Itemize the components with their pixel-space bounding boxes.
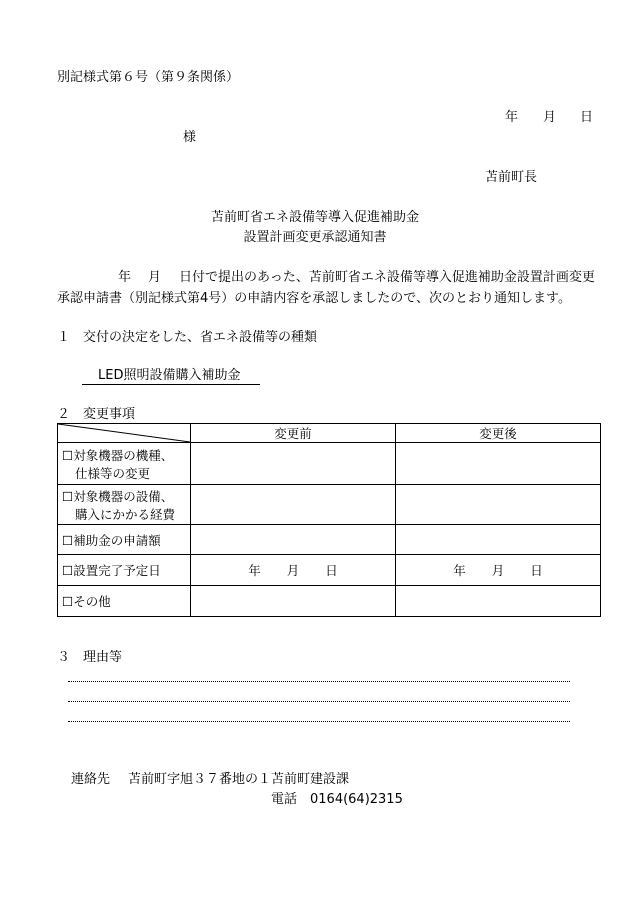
changes-table	[57, 423, 601, 617]
row-label: ☐その他	[58, 586, 191, 617]
body-month: 月	[148, 270, 162, 285]
issuer-name: 苫前町長	[485, 170, 538, 185]
section2-heading: ２ 変更事項	[57, 407, 136, 422]
table-header-row	[58, 424, 601, 443]
after-value-cell[interactable]	[396, 443, 601, 485]
date-day: 日	[530, 563, 543, 578]
date-day-label: 日	[580, 110, 594, 125]
before-value-cell[interactable]	[191, 443, 396, 485]
before-value-cell[interactable]	[191, 525, 396, 555]
date-day: 日	[325, 563, 338, 578]
date-month-label: 月	[543, 110, 557, 125]
document-title: 苫前町省エネ設備等導入促進補助金	[210, 210, 419, 225]
row-label-line1: ☐対象機器の機種、	[62, 447, 174, 463]
after-value-cell[interactable]	[396, 485, 601, 525]
reason-line-1[interactable]	[68, 681, 570, 682]
after-value-cell[interactable]	[396, 586, 601, 617]
reason-line-2[interactable]	[68, 701, 570, 702]
after-value-cell[interactable]	[396, 525, 601, 555]
document-subtitle: 設置計画変更承認通知書	[243, 230, 387, 245]
after-date-cell[interactable]	[396, 555, 601, 586]
before-value-cell[interactable]	[191, 586, 396, 617]
table-row	[58, 555, 601, 586]
column-after: 変更後	[396, 424, 601, 443]
section1-heading: １ 交付の決定をした、省エネ設備等の種類	[57, 330, 318, 345]
table-row	[58, 586, 601, 617]
table-row	[58, 443, 601, 485]
date-year: 年	[248, 563, 261, 578]
date-month: 月	[491, 563, 505, 578]
date-year: 年	[453, 563, 466, 578]
row-label-line2: 購入にかかる経費	[75, 506, 176, 522]
equipment-type-value: LED照明設備購入補助金	[82, 364, 260, 385]
body-text-line1: 日付で提出のあった、苫前町省エネ設備等導入促進補助金設置計画変更	[179, 270, 595, 285]
body-year: 年	[118, 270, 132, 285]
row-label: ☐設置完了予定日	[58, 555, 191, 586]
row-label: ☐補助金の申請額	[58, 525, 191, 555]
reason-line-3[interactable]	[68, 721, 570, 722]
table-row	[58, 525, 601, 555]
addressee-suffix: 様	[183, 130, 197, 145]
contact-phone: 電話 0164(64)2315	[271, 792, 403, 807]
row-label-line2: 仕様等の変更	[75, 465, 151, 481]
body-text-line2: 承認申請書（別記様式第4号）の申請内容を承認しましたので、次のとおり通知します。	[57, 291, 571, 306]
diagonal-header-cell	[58, 424, 191, 443]
column-before: 変更前	[191, 424, 396, 443]
table-row	[58, 485, 601, 525]
date-year-label: 年	[505, 110, 519, 125]
diagonal-line	[58, 424, 190, 442]
before-value-cell[interactable]	[191, 485, 396, 525]
before-date-cell[interactable]	[191, 555, 396, 586]
contact-department: 苫前町建設課	[271, 772, 350, 787]
row-label	[58, 443, 191, 485]
date-month: 月	[286, 563, 300, 578]
section3-heading: ３ 理由等	[57, 650, 123, 665]
contact-address: 苫前町字旭３７番地の１	[128, 772, 272, 787]
form-number: 別記様式第６号（第９条関係）	[57, 70, 240, 85]
row-label	[58, 485, 191, 525]
contact-label: 連絡先	[71, 772, 111, 787]
row-label-line1: ☐対象機器の設備、	[62, 488, 174, 504]
